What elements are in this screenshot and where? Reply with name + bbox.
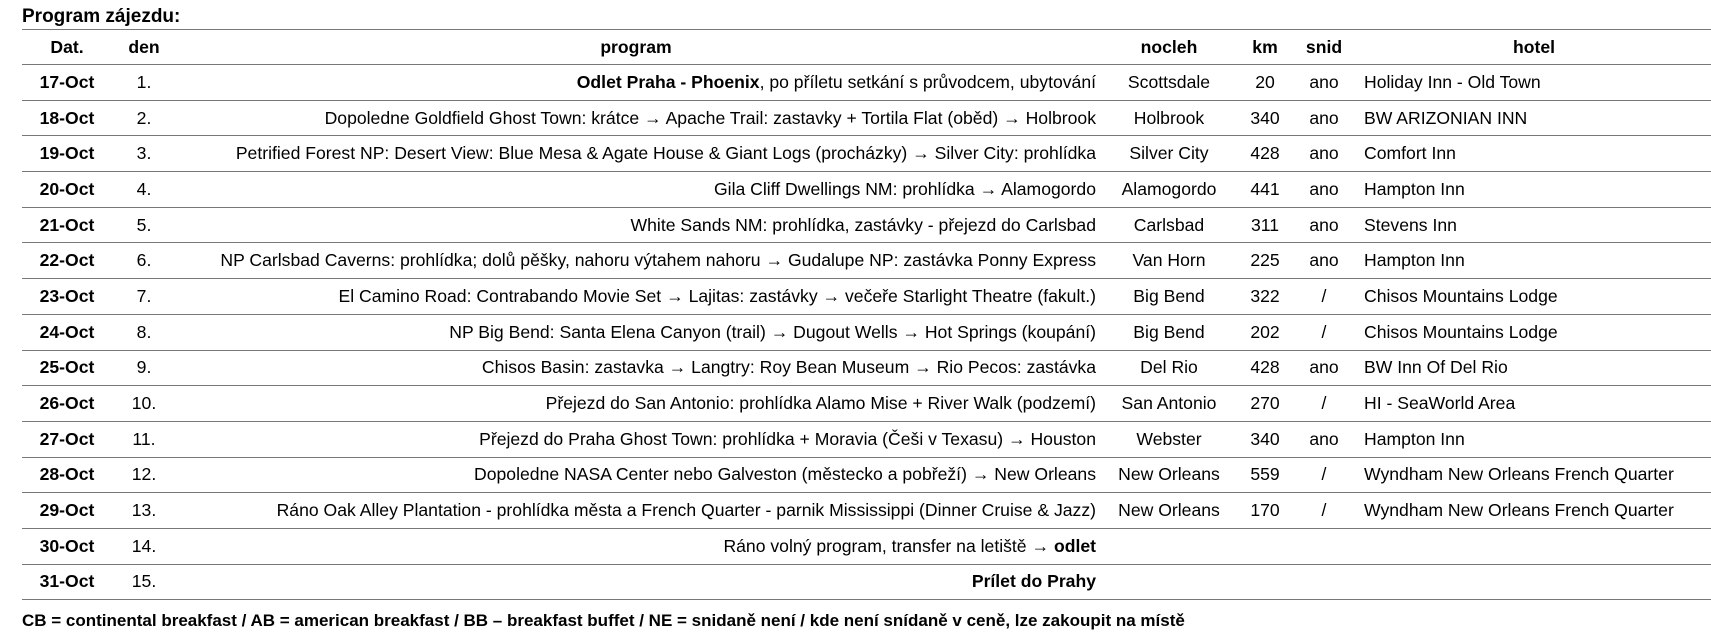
km-cell: 428 xyxy=(1236,350,1294,386)
hotel-cell: Comfort Inn xyxy=(1354,136,1711,172)
breakfast-cell: ano xyxy=(1294,243,1354,279)
program-cell xyxy=(176,421,1102,457)
table-row xyxy=(22,207,1711,243)
program-cell xyxy=(176,100,1102,136)
table-row xyxy=(22,172,1711,208)
overnight-cell: New Orleans xyxy=(1102,457,1236,493)
table-row xyxy=(22,350,1711,386)
program-text: NP Big Bend: Santa Elena Canyon (trail) → Dugout Wells → Hot Springs (koupání) xyxy=(449,321,1096,342)
day-cell: 1. xyxy=(112,65,176,101)
km-cell xyxy=(1236,528,1294,564)
day-cell: 6. xyxy=(112,243,176,279)
overnight-cell: Alamogordo xyxy=(1102,172,1236,208)
table-row xyxy=(22,564,1711,600)
km-cell: 311 xyxy=(1236,207,1294,243)
date-cell: 23-Oct xyxy=(22,279,112,315)
hotel-cell: BW Inn Of Del Rio xyxy=(1354,350,1711,386)
day-cell: 11. xyxy=(112,421,176,457)
table-row xyxy=(22,493,1711,529)
hotel-cell: Hampton Inn xyxy=(1354,243,1711,279)
program-text: , po příletu setkání s průvodcem, ubytování xyxy=(759,71,1096,92)
overnight-cell: Silver City xyxy=(1102,136,1236,172)
overnight-cell: New Orleans xyxy=(1102,493,1236,529)
day-cell: 15. xyxy=(112,564,176,600)
header-day: den xyxy=(112,30,176,65)
breakfast-cell: / xyxy=(1294,493,1354,529)
table-row xyxy=(22,528,1711,564)
header-row xyxy=(22,30,1711,65)
day-cell: 8. xyxy=(112,314,176,350)
table-row xyxy=(22,65,1711,101)
table-row xyxy=(22,314,1711,350)
day-cell: 7. xyxy=(112,279,176,315)
program-table xyxy=(22,29,1711,600)
km-cell: 270 xyxy=(1236,386,1294,422)
hotel-cell: BW ARIZONIAN INN xyxy=(1354,100,1711,136)
hotel-cell: Wyndham New Orleans French Quarter xyxy=(1354,457,1711,493)
breakfast-cell: / xyxy=(1294,457,1354,493)
date-cell: 29-Oct xyxy=(22,493,112,529)
hotel-cell: Chisos Mountains Lodge xyxy=(1354,279,1711,315)
km-cell: 428 xyxy=(1236,136,1294,172)
table-body xyxy=(22,65,1711,600)
day-cell: 13. xyxy=(112,493,176,529)
date-cell: 27-Oct xyxy=(22,421,112,457)
date-cell: 22-Oct xyxy=(22,243,112,279)
date-cell: 20-Oct xyxy=(22,172,112,208)
hotel-cell xyxy=(1354,564,1711,600)
overnight-cell: Scottsdale xyxy=(1102,65,1236,101)
date-cell: 31-Oct xyxy=(22,564,112,600)
km-cell: 340 xyxy=(1236,100,1294,136)
date-cell: 21-Oct xyxy=(22,207,112,243)
program-text: Chisos Basin: zastavka → Langtry: Roy Bean Museum → Rio Pecos: zastávka xyxy=(481,357,1096,378)
program-cell xyxy=(176,350,1102,386)
date-cell: 30-Oct xyxy=(22,528,112,564)
table-row xyxy=(22,386,1711,422)
header-date: Dat. xyxy=(22,30,112,65)
program-highlight: Odlet Praha - Phoenix xyxy=(576,71,760,92)
breakfast-cell: ano xyxy=(1294,421,1354,457)
header-km: km xyxy=(1236,30,1294,65)
date-cell: 28-Oct xyxy=(22,457,112,493)
table-row xyxy=(22,279,1711,315)
program-highlight: Prílet do Prahy xyxy=(971,571,1096,592)
hotel-cell: Chisos Mountains Lodge xyxy=(1354,314,1711,350)
hotel-cell xyxy=(1354,528,1711,564)
day-cell: 12. xyxy=(112,457,176,493)
date-cell: 26-Oct xyxy=(22,386,112,422)
km-cell: 559 xyxy=(1236,457,1294,493)
breakfast-cell: ano xyxy=(1294,350,1354,386)
header-program: program xyxy=(176,30,1102,65)
overnight-cell: Del Rio xyxy=(1102,350,1236,386)
page-title: Program zájezdu: xyxy=(22,6,181,27)
breakfast-cell xyxy=(1294,564,1354,600)
table-row xyxy=(22,243,1711,279)
program-cell xyxy=(176,279,1102,315)
breakfast-cell: ano xyxy=(1294,172,1354,208)
km-cell: 202 xyxy=(1236,314,1294,350)
table-row xyxy=(22,100,1711,136)
hotel-cell: Hampton Inn xyxy=(1354,172,1711,208)
header-breakfast: snid xyxy=(1294,30,1354,65)
program-cell xyxy=(176,386,1102,422)
program-cell xyxy=(176,457,1102,493)
day-cell: 3. xyxy=(112,136,176,172)
program-cell xyxy=(176,172,1102,208)
header-hotel: hotel xyxy=(1354,30,1711,65)
program-text: Ráno volný program, transfer na letiště → xyxy=(723,535,1054,556)
program-cell xyxy=(176,207,1102,243)
breakfast-cell: ano xyxy=(1294,207,1354,243)
breakfast-cell: ano xyxy=(1294,65,1354,101)
overnight-cell: San Antonio xyxy=(1102,386,1236,422)
day-cell: 10. xyxy=(112,386,176,422)
breakfast-cell: / xyxy=(1294,314,1354,350)
table-row xyxy=(22,421,1711,457)
date-cell: 17-Oct xyxy=(22,65,112,101)
hotel-cell: Holiday Inn - Old Town xyxy=(1354,65,1711,101)
program-text: Gila Cliff Dwellings NM: prohlídka → Alamogordo xyxy=(713,178,1096,199)
overnight-cell: Holbrook xyxy=(1102,100,1236,136)
program-cell xyxy=(176,564,1102,600)
km-cell: 20 xyxy=(1236,65,1294,101)
program-cell xyxy=(176,136,1102,172)
km-cell: 170 xyxy=(1236,493,1294,529)
breakfast-cell: / xyxy=(1294,386,1354,422)
table-row xyxy=(22,457,1711,493)
overnight-cell: Van Horn xyxy=(1102,243,1236,279)
program-text: Přejezd do Praha Ghost Town: prohlídka + Moravia (Češi v Texasu) → Houston xyxy=(479,428,1096,449)
program-text: Ráno Oak Alley Plantation - prohlídka města a French Quarter - parnik Mississippi (Dinner Cruise & Jazz) xyxy=(276,500,1096,521)
table-row xyxy=(22,136,1711,172)
program-cell xyxy=(176,243,1102,279)
program-text: Přejezd do San Antonio: prohlídka Alamo Mise + River Walk (podzemí) xyxy=(545,393,1096,414)
day-cell: 5. xyxy=(112,207,176,243)
day-cell: 14. xyxy=(112,528,176,564)
program-cell xyxy=(176,528,1102,564)
program-text: Dopoledne Goldfield Ghost Town: krátce → Apache Trail: zastavky + Tortila Flat (oběd) → Holbrook xyxy=(324,107,1096,128)
hotel-cell: Wyndham New Orleans French Quarter xyxy=(1354,493,1711,529)
breakfast-cell: / xyxy=(1294,279,1354,315)
hotel-cell: HI - SeaWorld Area xyxy=(1354,386,1711,422)
program-text: White Sands NM: prohlídka, zastávky - přejezd do Carlsbad xyxy=(630,214,1096,235)
km-cell: 322 xyxy=(1236,279,1294,315)
breakfast-cell xyxy=(1294,528,1354,564)
program-cell xyxy=(176,65,1102,101)
program-cell xyxy=(176,314,1102,350)
header-overnight: nocleh xyxy=(1102,30,1236,65)
date-cell: 18-Oct xyxy=(22,100,112,136)
km-cell: 340 xyxy=(1236,421,1294,457)
program-highlight: odlet xyxy=(1053,535,1096,556)
program-text: Petrified Forest NP: Desert View: Blue Mesa & Agate House & Giant Logs (procházky) → Silver City: prohlídka xyxy=(235,143,1096,164)
km-cell xyxy=(1236,564,1294,600)
km-cell: 441 xyxy=(1236,172,1294,208)
overnight-cell: Webster xyxy=(1102,421,1236,457)
day-cell: 9. xyxy=(112,350,176,386)
overnight-cell: Big Bend xyxy=(1102,314,1236,350)
program-text: Dopoledne NASA Center nebo Galveston (městecko a pobřeží) → New Orleans xyxy=(474,464,1096,485)
program-cell xyxy=(176,493,1102,529)
km-cell: 225 xyxy=(1236,243,1294,279)
date-cell: 24-Oct xyxy=(22,314,112,350)
overnight-cell: Carlsbad xyxy=(1102,207,1236,243)
table-header xyxy=(22,30,1711,65)
breakfast-cell: ano xyxy=(1294,100,1354,136)
overnight-cell xyxy=(1102,564,1236,600)
program-text: NP Carlsbad Caverns: prohlídka; dolů pěšky, nahoru výtahem nahoru → Gudalupe NP: zastávka Ponny Express xyxy=(220,250,1096,271)
day-cell: 4. xyxy=(112,172,176,208)
overnight-cell: Big Bend xyxy=(1102,279,1236,315)
date-cell: 19-Oct xyxy=(22,136,112,172)
breakfast-legend: CB = continental breakfast / AB = american breakfast / BB – breakfast buffet / NE = snidaně není / kde není snídaně v ceně, lze zakoupit na místě xyxy=(22,611,1185,630)
day-cell: 2. xyxy=(112,100,176,136)
date-cell: 25-Oct xyxy=(22,350,112,386)
program-text: El Camino Road: Contrabando Movie Set → Lajitas: zastávky → večeře Starlight Theatre (fakult.) xyxy=(338,285,1096,306)
breakfast-cell: ano xyxy=(1294,136,1354,172)
hotel-cell: Hampton Inn xyxy=(1354,421,1711,457)
hotel-cell: Stevens Inn xyxy=(1354,207,1711,243)
overnight-cell xyxy=(1102,528,1236,564)
